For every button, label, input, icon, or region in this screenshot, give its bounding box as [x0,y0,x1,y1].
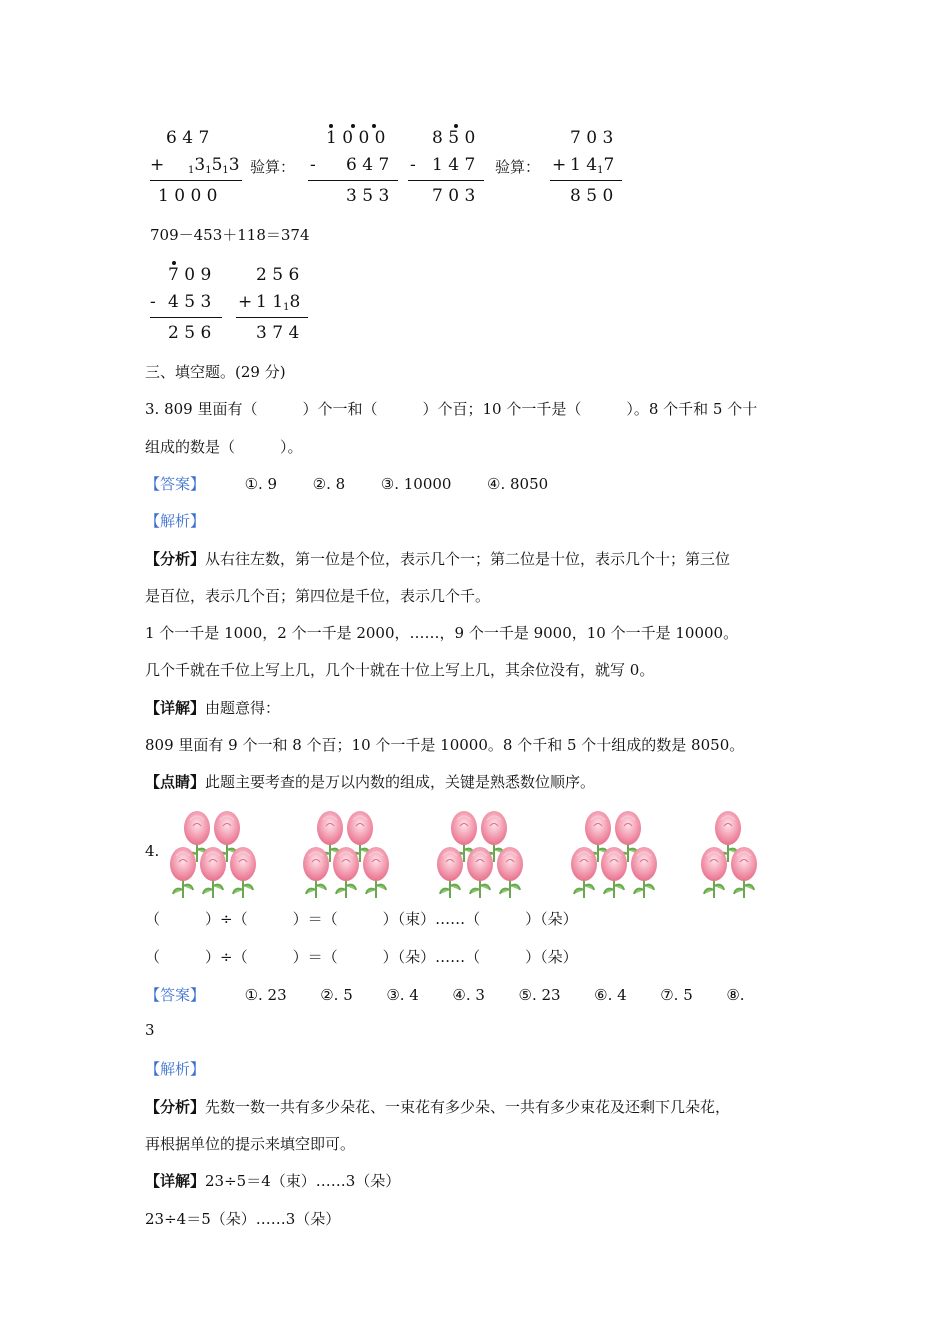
answer-item: ①. 23 [244,986,287,1004]
q3-xiangjie: 【详解】由题意得： [145,699,281,717]
q3-dianjing: 【点睛】此题主要考查的是万以内数的组成，关键是熟悉数位顺序。 [145,773,596,791]
fenxi-tag: 【分析】 [145,1098,206,1116]
answer-item: ②. 5 [320,986,353,1004]
rose-bunch-icon [432,800,532,900]
q4-row1: （ ）÷（ ）＝（ ）（束）……（ ）（朵） [145,910,578,928]
plus-sign: + [552,155,567,175]
sum-line [150,180,242,181]
minuend: 1 0 0 0 [326,128,386,148]
addend-top: 6 4 7 [166,128,210,148]
rose-bunch-icon [165,800,265,900]
answer-item: ②. 8 [312,475,346,493]
q4-number: 4. [145,842,160,860]
difference-line [408,180,484,181]
addend-top: 2 5 6 [256,265,300,285]
answer-item: ④. 3 [452,986,485,1004]
sum-line [550,180,622,181]
answer-item: ③. 10000 [380,475,452,493]
sum-line [236,317,308,318]
q3-answer-row [145,473,548,494]
subtrahend: 1 4 7 [432,155,476,175]
answer-item: ③. 4 [386,986,419,1004]
plus-sign: + [238,292,253,312]
q3-question-line1: 3. 809 里面有（ ）个一和（ ）个百；10 个一千是（ ）。8 个千和 5 个十 [145,400,758,418]
difference: 3 5 3 [346,186,390,206]
minuend: 7 0 9 [168,265,212,285]
q4-answer-row [145,984,745,1005]
answer-item: ⑦. 5 [660,986,693,1004]
addend-bottom-with-carry: 1 118 [256,292,301,313]
section-title: 三、填空题。(29 分) [145,363,286,381]
difference-line [150,317,222,318]
fenxi-tag: 【分析】 [145,550,206,568]
minus-sign: - [150,292,156,312]
q4-xiangjie: 【详解】23÷5＝4（束）……3（朵） [145,1172,401,1190]
check-label-1: 验算： [250,158,296,176]
difference: 2 5 6 [168,323,212,343]
q4-fenxi-line2: 再根据单位的提示来填空即可。 [145,1135,356,1153]
subtrahend: 6 4 7 [346,155,390,175]
q3-fenxi-line2: 是百位，表示几个百；第四位是千位，表示几个千。 [145,587,491,605]
addend-bottom-with-carries: 131513 [188,155,240,176]
answer-tag: 【答案】 [145,986,206,1004]
analysis-tag: 【解析】 [145,512,206,530]
analysis-tag: 【解析】 [145,1060,206,1078]
answer-item: ⑥. 4 [594,986,627,1004]
answer-item: ⑧. [726,986,745,1004]
subtrahend: 4 5 3 [168,292,212,312]
answer-item-wrap: 3 [145,1021,155,1039]
addend-top: 7 0 3 [570,128,614,148]
dianjing-tag: 【点睛】 [145,773,206,791]
q3-paragraph: 1 个一千是 1000，2 个一千是 2000，……，9 个一千是 9000，10 个一千是 10000。 [145,624,739,642]
xiangjie-tag: 【详解】 [145,1172,206,1190]
q4-paragraph: 23÷4＝5（朵）……3（朵） [145,1210,341,1228]
rose-bunch-icon [298,800,398,900]
q3-question-line2: 组成的数是（ ）。 [145,438,303,456]
answer-item: ⑤. 23 [518,986,561,1004]
addend-bottom-with-carry: 1 417 [570,155,615,176]
rose-bunch-icon [566,800,666,900]
minus-sign: - [410,155,416,175]
sum-result: 8 5 0 [570,186,614,206]
minus-sign: - [310,155,316,175]
difference-line [308,180,398,181]
expression-line: 709－453＋118＝374 [150,226,310,244]
q3-paragraph: 几个千就在千位上写上几，几个十就在十位上写上几，其余位没有，就写 0。 [145,661,655,679]
q4-row2: （ ）÷（ ）＝（ ）（朵）……（ ）（朵） [145,948,578,966]
q4-fenxi-line1: 【分析】先数一数一共有多少朵花、一束花有多少朵、一共有多少束花及还剩下几朵花， [145,1098,731,1116]
answer-item: ①. 9 [244,475,278,493]
q3-paragraph: 809 里面有 9 个一和 8 个百；10 个一千是 10000。8 个千和 5 个十组成的数是 8050。 [145,736,745,754]
minuend: 8 5 0 [432,128,476,148]
check-label-2: 验算： [495,158,541,176]
xiangjie-tag: 【详解】 [145,699,206,717]
answer-item: ④. 8050 [487,475,549,493]
rose-bunch-icon [696,800,776,900]
sum-result: 3 7 4 [256,323,300,343]
answer-tag: 【答案】 [145,475,206,493]
plus-sign: + [150,155,165,175]
q3-fenxi-line1: 【分析】从右往左数，第一位是个位，表示几个一；第二位是十位，表示几个十；第三位 [145,550,731,568]
difference: 7 0 3 [432,186,476,206]
sum-result: 1 0 0 0 [158,186,218,206]
